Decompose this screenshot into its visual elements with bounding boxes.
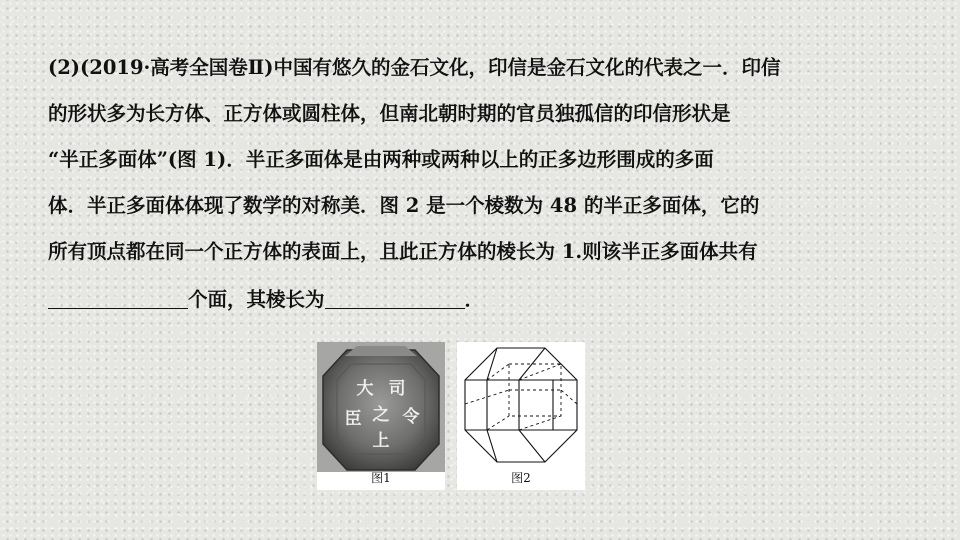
figure-caption: 图1 <box>371 471 391 485</box>
answer-blank-edge-length[interactable] <box>325 288 465 309</box>
seal-glyph: 令 <box>402 407 420 427</box>
seal-glyph: 之 <box>372 405 390 425</box>
seal-glyph: 臣 <box>344 409 362 429</box>
seal-glyph: 上 <box>372 431 390 451</box>
problem-line: (2)(2019·高考全国卷Ⅱ)中国有悠久的金石文化，印信是金石文化的代表之一．印信 <box>48 56 781 79</box>
problem-line: 的形状多为长方体、正方体或圆柱体，但南北朝时期的官员独孤信的印信形状是 <box>48 102 731 125</box>
last-line-text: 个面，其棱长为 <box>188 288 325 311</box>
hidden-edges <box>465 364 577 430</box>
problem-text <box>48 58 918 334</box>
figure-caption: 图2 <box>511 471 531 485</box>
seal-photo <box>317 342 445 490</box>
problem-line: 所有顶点都在同一个正方体的表面上，且此正方体的棱长为 1.则该半正多面体共有 <box>48 240 758 263</box>
figure-2 <box>457 342 585 490</box>
last-line-period: ． <box>464 288 485 311</box>
problem-line: “半正多面体”(图 1)．半正多面体是由两种或两种以上的正多边形围成的多面 <box>48 148 714 171</box>
problem-last-line <box>48 288 918 334</box>
polyhedron-outline <box>465 348 577 462</box>
problem-line: 体．半正多面体体现了数学的对称美．图 2 是一个棱数为 48 的半正多面体，它的 <box>48 194 760 217</box>
seal-glyph: 大 <box>356 379 374 399</box>
figure-1 <box>317 342 445 490</box>
answer-blank-faces[interactable] <box>48 288 188 309</box>
seal-glyph: 司 <box>388 379 406 399</box>
polyhedron-drawing <box>457 342 585 490</box>
